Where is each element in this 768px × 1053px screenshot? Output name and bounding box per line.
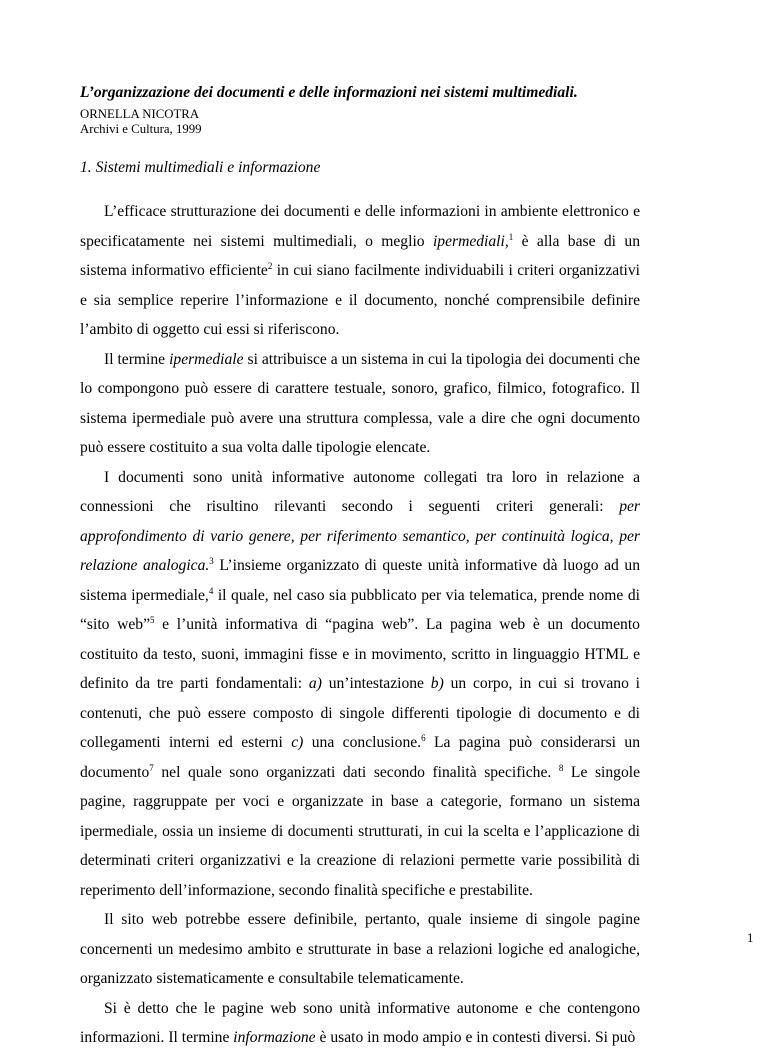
footnote-ref[interactable]: 1 xyxy=(508,231,514,242)
paragraph: L’efficace strutturazione dei documenti e delle informazioni in ambiente elettronico e specificatamente nei sistemi multimediali, o meglio ipermediali,$^1$ è alla base di un sistema informativo efficiente$^2$ in cui siano facilmente individuabili i criteri organizzativi e sia semplice reperire l’informazione e il documento, nonché comprensibile definire l’ambito di oggetto cui essi si riferiscono. xyxy=(80,203,640,338)
author-block xyxy=(80,107,202,137)
footnote-ref[interactable]: 6 xyxy=(421,732,426,743)
author-name: ORNELLA NICOTRA xyxy=(80,107,200,121)
paragraph: I documenti sono unità informative autonome collegati tra loro in relazione a connessioni che risultino rilevanti secondo i seguenti criteri generali: per approfondimento di vario genere, per riferimento semantico, per continuità logica, per relazione analogica.$^3$ L’insieme organizzato di queste unità informative dà luogo ad un sistema ipermediale,$^4$ il quale, nel caso sia pubblicato per via telematica, prende nome di “sito web”$^5$ e l’unità informativa di “pagina web”. La pagina web è un documento costituito da testo, suoni, immagini fisse e in movimento, scritto in linguaggio HTML e definito da tre parti fondamentali: a) un’intestazione b) un corpo, in cui si trovano i contenuti, che può essere composto di singole differenti tipologie di documento e di collegamenti interni ed esterni c) una conclusione.$^6$ La pagina può considerarsi un documento$^7$ nel quale sono organizzati dati secondo finalità specifiche. $^8$ Le singole pagine, raggruppate per voci e organizzate in base a categorie, formano un sistema ipermediale, ossia un insieme di documenti strutturati, in cui la scelta e l’applicazione di determinati criteri organizzativi e la creazione di relazioni permette varie possibilità di reperimento dell’informazione, secondo finalità specifiche e prestabilite. xyxy=(80,468,641,899)
paragraph: Si è detto che le pagine web sono unità informative autonome e che contengono informazioni. Il termine informazione è usato in modo ampio e in contesti diversi. Si può xyxy=(80,999,640,1046)
document-title: L’organizzazione dei documenti e delle informazioni nei sistemi multimediali. xyxy=(80,84,578,101)
paragraph: Il sito web potrebbe essere definibile, pertanto, quale insieme di singole pagine concernenti un medesimo ambito e strutturate in base a relazioni logiche ed analogiche, organizzato sistematicamente e consultabile telematicamente. xyxy=(80,911,640,987)
section-heading: 1. Sistemi multimediali e informazione xyxy=(80,159,321,176)
footnote-ref[interactable]: 8 xyxy=(558,762,564,773)
paragraph: Il termine ipermediale si attribuisce a un sistema in cui la tipologia dei documenti che lo compongono può essere di carattere testuale, sonoro, grafico, filmico, fotografico. Il sistema ipermediale può avere una struttura complessa, vale a dire che ogni documento può essere costituito a sua volta dalle tipologie elencate. xyxy=(80,350,640,456)
body-text xyxy=(80,197,640,1053)
footnote-ref[interactable]: 2 xyxy=(267,260,273,271)
page-number: 1 xyxy=(747,931,754,945)
footnote-ref[interactable]: 7 xyxy=(149,762,154,773)
footnote-ref[interactable]: 3 xyxy=(209,555,214,566)
publication-source: Archivi e Cultura, 1999 xyxy=(80,122,202,136)
footnote-ref[interactable]: 5 xyxy=(150,614,155,625)
footnote-ref[interactable]: 4 xyxy=(208,585,214,596)
